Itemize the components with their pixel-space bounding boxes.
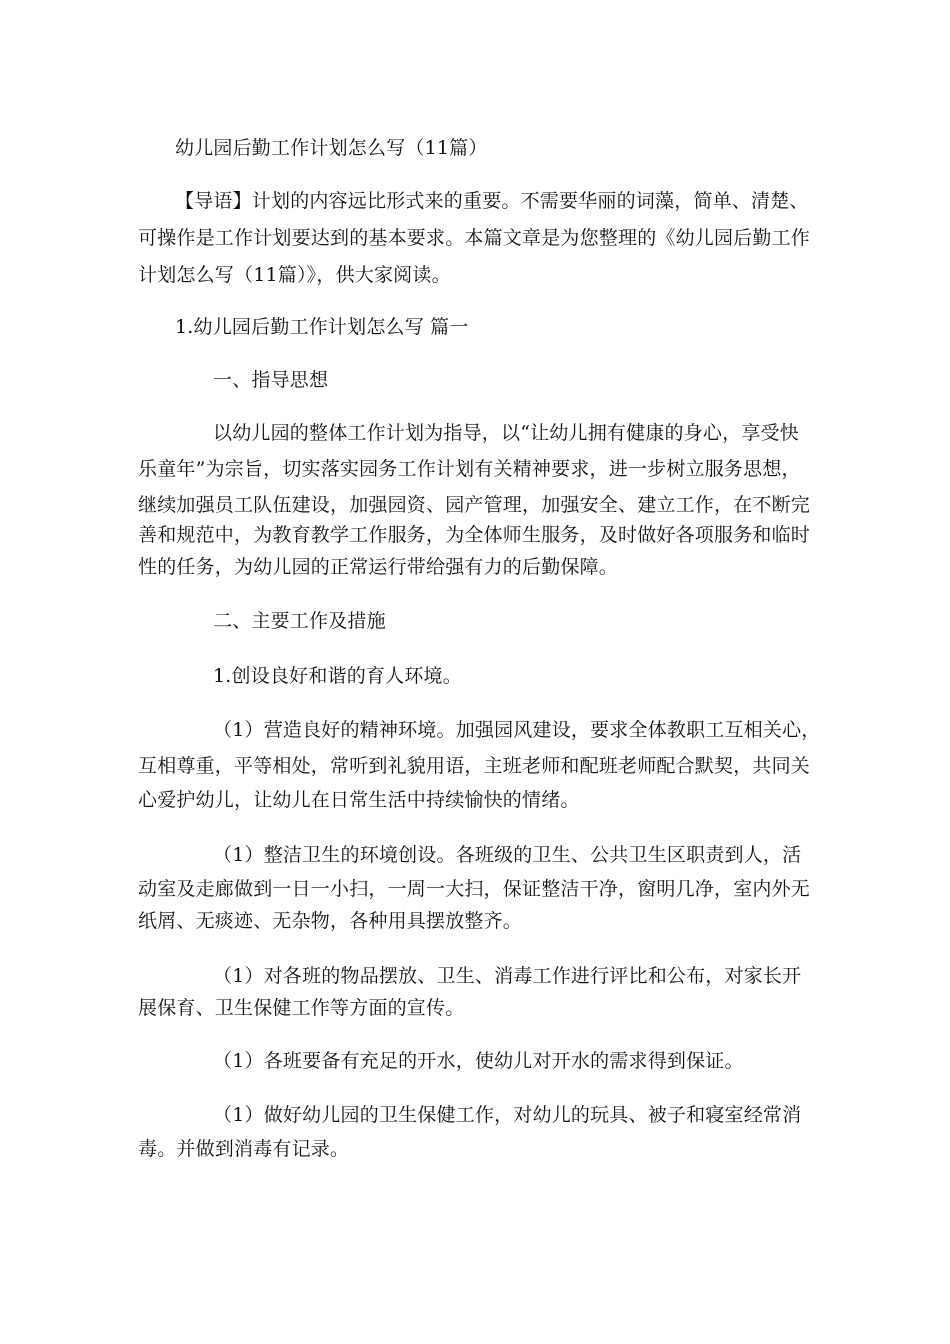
- para1-line-1: （1）营造良好的精神环境。加强园风建设，要求全体教职工互相关心，: [213, 719, 821, 741]
- para5-line-1: （1）做好幼儿园的卫生保健工作，对幼儿的玩具、被子和寝室经常消: [213, 1104, 802, 1126]
- intro-line-1: 【导语】计划的内容远比形式来的重要。不需要华丽的词藻，简单、清楚、: [175, 190, 809, 212]
- para1-line-3: 心爱护幼儿，让幼儿在日常生活中持续愉快的情绪。: [138, 789, 580, 811]
- para2-line-3: 纸屑、无痰迹、无杂物，各种用具摆放整齐。: [138, 910, 523, 932]
- document-title: 幼儿园后勤工作计划怎么写（11篇）: [175, 137, 488, 159]
- para2-line-1: （1）整洁卫生的环境创设。各班级的卫生、公共卫生区职责到人，活: [213, 844, 802, 866]
- para3-line-1: （1）对各班的物品摆放、卫生、消毒工作进行评比和公布，对家长开: [213, 965, 802, 987]
- intro-line-3: 计划怎么写（11篇）》，供大家阅读。: [138, 264, 451, 286]
- section1-line-2: 乐童年”为宗旨，切实落实园务工作计划有关精神要求，进一步树立服务思想，: [138, 458, 801, 480]
- section1-line-3: 继续加强员工队伍建设，加强园资、园产管理，加强安全、建立工作，在不断完: [138, 494, 811, 516]
- para2-line-2: 动室及走廊做到一日一小扫，一周一大扫，保证整洁干净，窗明几净，室内外无: [138, 878, 811, 900]
- item1-heading: 1.创设良好和谐的育人环境。: [213, 665, 462, 687]
- article-heading: 1.幼儿园后勤工作计划怎么写 篇一: [175, 316, 469, 338]
- para5-line-2: 毒。并做到消毒有记录。: [138, 1138, 350, 1160]
- section1-line-1: 以幼儿园的整体工作计划为指导，以“让幼儿拥有健康的身心，享受快: [213, 422, 799, 444]
- section1-heading: 一、指导思想: [213, 369, 329, 391]
- section1-line-4: 善和规范中，为教育教学工作服务，为全体师生服务，及时做好各项服务和临时: [138, 524, 811, 546]
- intro-line-2: 可操作是工作计划要达到的基本要求。本篇文章是为您整理的《幼儿园后勤工作: [138, 227, 811, 249]
- para1-line-2: 互相尊重，平等相处，常听到礼貌用语，主班老师和配班老师配合默契，共同关: [138, 755, 811, 777]
- para3-line-2: 展保育、卫生保健工作等方面的宣传。: [138, 997, 465, 1019]
- para4-line-1: （1）各班要备有充足的开水，使幼儿对开水的需求得到保证。: [213, 1050, 744, 1072]
- section2-heading: 二、主要工作及措施: [213, 610, 386, 632]
- section1-line-5: 性的任务，为幼儿园的正常运行带给强有力的后勤保障。: [138, 556, 619, 578]
